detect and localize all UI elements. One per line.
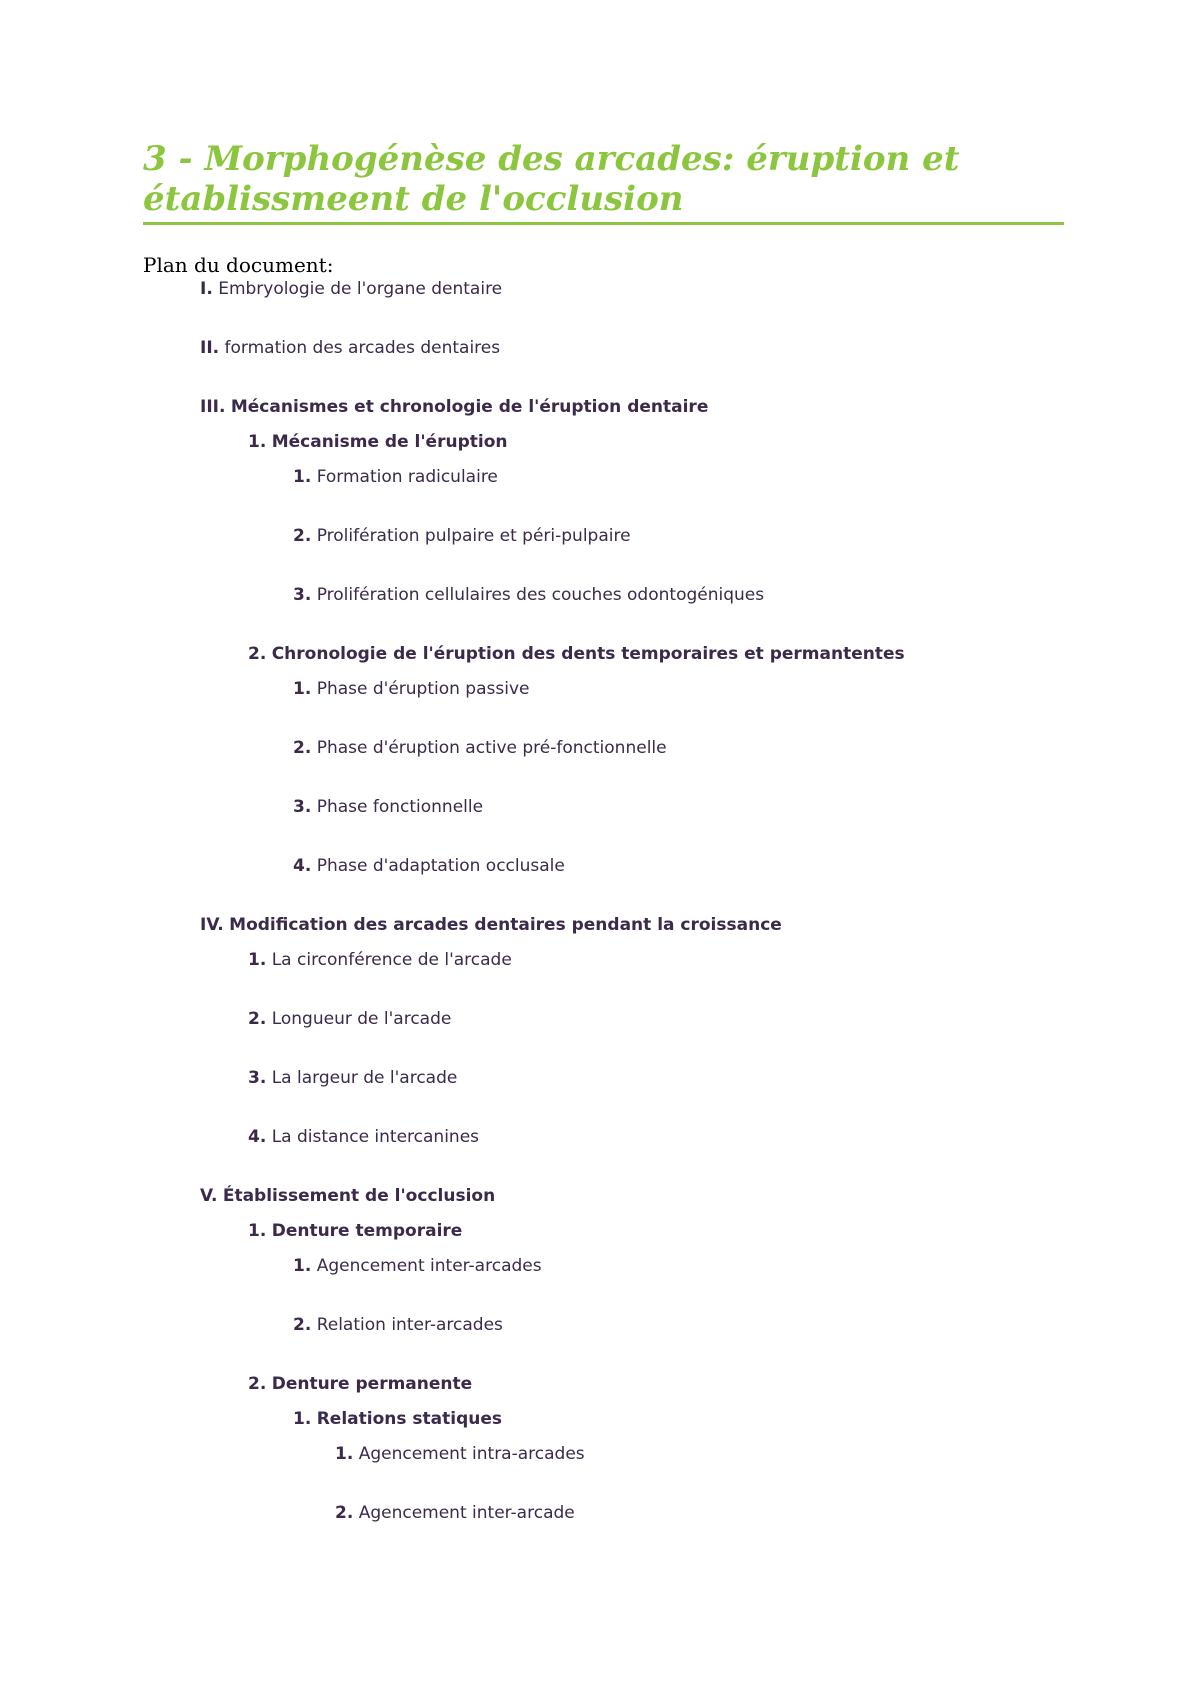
outline-text: Relation inter-arcades [316, 1315, 503, 1335]
outline-number: 1. [293, 679, 312, 699]
outline-item-3-1-3 [293, 584, 764, 606]
outline-item-5-2 [248, 1373, 472, 1395]
title-underline [143, 222, 1064, 225]
outline-item-5-2-1-1 [335, 1443, 585, 1465]
outline-item-4 [200, 914, 782, 936]
outline-text: formation des arcades dentaires [224, 338, 501, 358]
outline-number: 1. [248, 432, 267, 452]
outline-item-2 [200, 337, 500, 359]
outline-text: Modification des arcades dentaires pendant la croissance [229, 915, 782, 935]
outline-text: Phase d'éruption passive [316, 679, 530, 699]
outline-text: La largeur de l'arcade [271, 1068, 458, 1088]
outline-text: Agencement intra-arcades [358, 1444, 585, 1464]
outline-item-3-2-1 [293, 678, 529, 700]
outline-text: Denture temporaire [271, 1221, 463, 1241]
outline-text: Embryologie de l'organe dentaire [218, 279, 503, 299]
outline-text: Longueur de l'arcade [271, 1009, 452, 1029]
outline-item-3-1-2 [293, 525, 631, 547]
outline-number: 1. [248, 1221, 267, 1241]
outline-item-5-2-1-2 [335, 1502, 575, 1524]
outline-number: 2. [248, 1009, 267, 1029]
outline-text: Mécanisme de l'éruption [271, 432, 508, 452]
outline-text: Agencement inter-arcade [358, 1503, 575, 1523]
outline-number: 4. [293, 856, 312, 876]
outline-text: Prolifération pulpaire et péri-pulpaire [316, 526, 631, 546]
outline-number: 2. [248, 644, 267, 664]
outline-item-5-1-1 [293, 1255, 542, 1277]
outline-text: Formation radiculaire [316, 467, 498, 487]
outline-item-3-2-2 [293, 737, 667, 759]
outline-text: Établissement de l'occlusion [222, 1186, 496, 1206]
document-title: 3 - Morphogénèse des arcades: éruption et établissmeent de l'occlusion [143, 139, 960, 219]
outline-number: V. [200, 1186, 218, 1206]
outline-text: La distance intercanines [271, 1127, 480, 1147]
outline-number: 1. [293, 467, 312, 487]
outline-number: 2. [293, 738, 312, 758]
outline-text: Prolifération cellulaires des couches odontogéniques [316, 585, 765, 605]
outline-item-4-2 [248, 1008, 451, 1030]
outline-number: 3. [248, 1068, 267, 1088]
plan-label: Plan du document: [143, 253, 334, 277]
outline-text: Phase d'éruption active pré-fonctionnelle [316, 738, 667, 758]
outline-text: Relations statiques [316, 1409, 502, 1429]
outline-item-4-1 [248, 949, 512, 971]
outline-item-4-3 [248, 1067, 457, 1089]
outline-number: III. [200, 397, 226, 417]
outline-item-3-1-1 [293, 466, 498, 488]
outline-text: Phase d'adaptation occlusale [316, 856, 565, 876]
outline-number: 1. [293, 1256, 312, 1276]
outline-item-4-4 [248, 1126, 479, 1148]
outline-item-3 [200, 396, 708, 418]
outline-number: 2. [293, 1315, 312, 1335]
outline-text: Chronologie de l'éruption des dents temporaires et permantentes [271, 644, 905, 664]
outline-number: 2. [335, 1503, 354, 1523]
outline-text: Denture permanente [271, 1374, 473, 1394]
outline-number: 1. [293, 1409, 312, 1429]
outline-item-1 [200, 278, 502, 300]
outline-number: 2. [248, 1374, 267, 1394]
outline-item-3-2-4 [293, 855, 565, 877]
outline-number: 1. [335, 1444, 354, 1464]
outline-item-5 [200, 1185, 495, 1207]
outline-number: IV. [200, 915, 224, 935]
outline-item-3-2-3 [293, 796, 483, 818]
outline-item-5-2-1 [293, 1408, 502, 1430]
outline-item-3-1 [248, 431, 507, 453]
outline-text: Phase fonctionnelle [316, 797, 484, 817]
outline-number: II. [200, 338, 220, 358]
outline-number: I. [200, 279, 213, 299]
outline-number: 2. [293, 526, 312, 546]
outline-item-5-1-2 [293, 1314, 503, 1336]
outline-number: 3. [293, 585, 312, 605]
outline-number: 3. [293, 797, 312, 817]
outline-text: Mécanismes et chronologie de l'éruption dentaire [230, 397, 709, 417]
outline-text: Agencement inter-arcades [316, 1256, 542, 1276]
outline-number: 1. [248, 950, 267, 970]
outline-item-5-1 [248, 1220, 462, 1242]
outline-item-3-2 [248, 643, 905, 665]
outline-number: 4. [248, 1127, 267, 1147]
outline-text: La circonférence de l'arcade [271, 950, 512, 970]
